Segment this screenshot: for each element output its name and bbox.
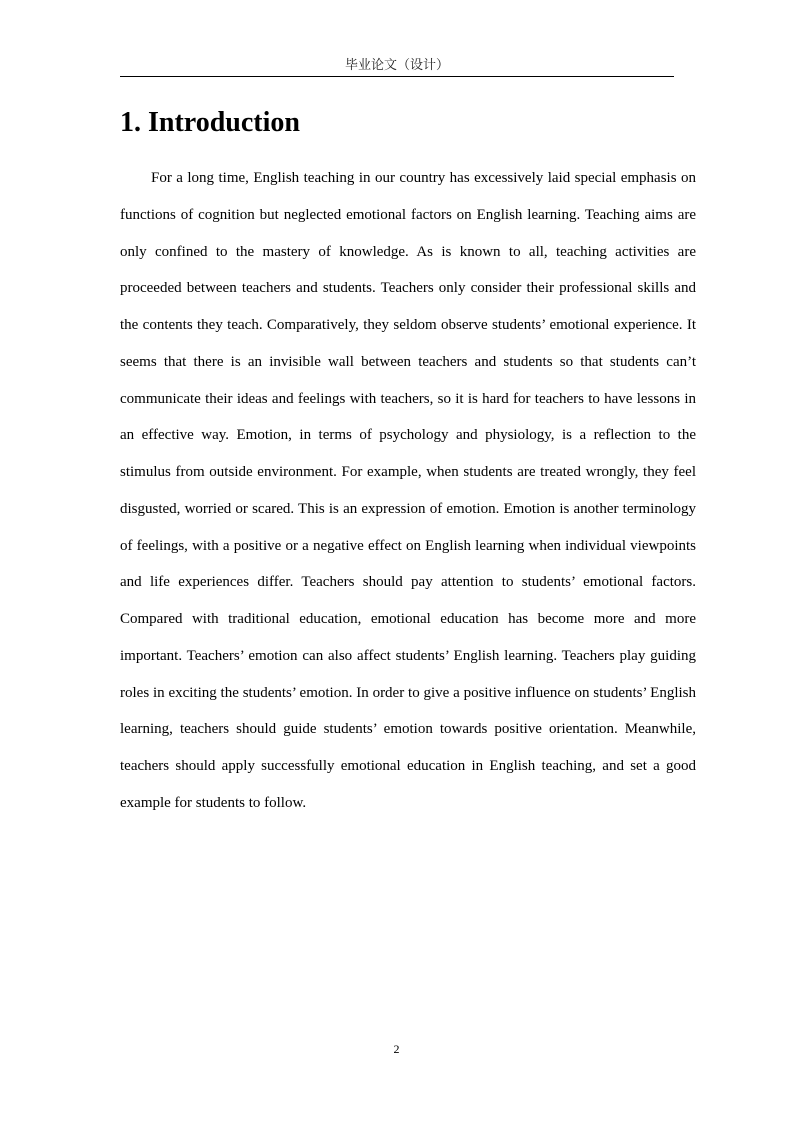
page-number: 2 bbox=[393, 1042, 400, 1056]
section-title: 1. Introduction bbox=[120, 107, 300, 138]
body-paragraph: For a long time, English teaching in our country has excessively laid special emphasis on functions of cognition but neglected emotional factors on English learning. Teaching aims are only confined to the mastery of knowledge. As is known to all, teaching activities are proceeded between teachers and students. Teachers only consider their professional skills and the contents they teach. Comparatively, they seldom observe students’ emotional experience. It seems that there is an invisible wall between teachers and students so that students can’t communicate their ideas and feelings with teachers, so it is hard for teachers to have lessons in an effective way. Emotion, in terms of psychology and physiology, is a reflection to the stimulus from outside environment. For example, when students are treated wrongly, they feel disgusted, worried or scared. This is an expression of emotion. Emotion is another terminology of feelings, with a positive or a negative effect on English learning when individual viewpoints and life experiences differ. Teachers should pay attention to students’ emotional factors. Compared with traditional education, emotional education has become more and more important. Teachers’ emotion can also affect students’ English learning. Teachers play guiding roles in exciting the students’ emotion. In order to give a positive influence on students’ English learning, teachers should guide students’ emotion towards positive orientation. Meanwhile, teachers should apply successfully emotional education in English teaching, and set a good example for students to follow. bbox=[120, 170, 696, 811]
running-header: 毕业论文（设计） bbox=[344, 58, 449, 73]
header-rule bbox=[120, 76, 674, 77]
